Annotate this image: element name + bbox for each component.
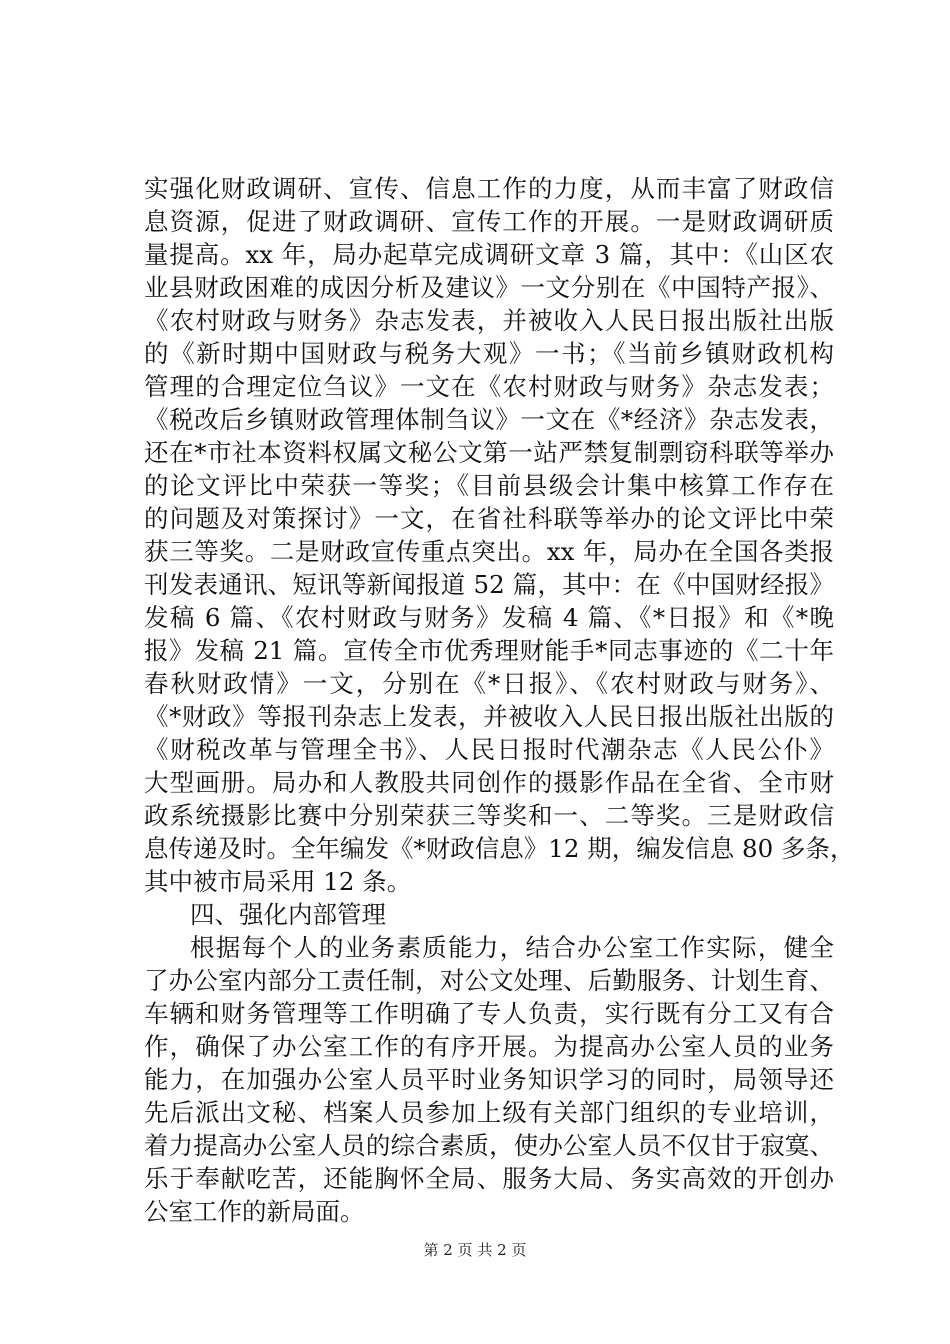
paragraph-line: 先后派出文秘、档案人员参加上级有关部门组织的专业培训， — [144, 1098, 834, 1127]
paragraph-line: 公室工作的新局面。 — [144, 1197, 365, 1226]
paragraph-line: 息资源，促进了财政调研、宣传工作的开展。一是财政调研质 — [144, 207, 834, 236]
section-heading: 四、强化内部管理 — [190, 900, 386, 929]
paragraph-line: 车辆和财务管理等工作明确了专人负责，实行既有分工又有合 — [144, 999, 834, 1028]
paragraph-line: 发稿 6 篇、《农村财政与财务》发稿 4 篇、《*日报》和《*晚 — [144, 603, 834, 632]
paragraph-line: 《*财政》等报刊杂志上发表，并被收入人民日报出版社出版的 — [144, 702, 834, 731]
paragraph-line: 的《新时期中国财政与税务大观》一书；《当前乡镇财政机构 — [144, 339, 834, 368]
paragraph-line: 实强化财政调研、宣传、信息工作的力度，从而丰富了财政信 — [144, 174, 834, 203]
paragraph-line: 其中被市局采用 12 条。 — [144, 867, 412, 896]
paragraph-line: 报》发稿 21 篇。宣传全市优秀理财能手*同志事迹的《二十年 — [144, 636, 834, 665]
page-number-footer: 第 2 页 共 2 页 — [423, 1241, 527, 1259]
paragraph-line: 管理的合理定位刍议》一文在《农村财政与财务》杂志发表； — [144, 372, 834, 401]
paragraph-line: 的论文评比中荣获一等奖；《目前县级会计集中核算工作存在 — [144, 471, 834, 500]
paragraph-line: 根据每个人的业务素质能力，结合办公室工作实际，健全 — [190, 933, 834, 962]
paragraph-line: 春秋财政情》一文，分别在《*日报》、《农村财政与财务》、 — [144, 669, 834, 698]
paragraph-line: 着力提高办公室人员的综合素质，使办公室人员不仅甘于寂寞、 — [144, 1131, 834, 1160]
paragraph-line: 还在*市社本资料权属文秘公文第一站严禁复制剽窃科联等举办 — [144, 438, 834, 467]
paragraph-line: 量提高。xx 年，局办起草完成调研文章 3 篇，其中：《山区农 — [144, 240, 834, 269]
paragraph-line: 息传递及时。全年编发《*财政信息》12 期，编发信息 80 多条， — [144, 834, 855, 863]
paragraph-line: 了办公室内部分工责任制，对公文处理、后勤服务、计划生育、 — [144, 966, 834, 995]
paragraph-line: 《税改后乡镇财政管理体制刍议》一文在《*经济》杂志发表， — [144, 405, 834, 434]
paragraph-line: 获三等奖。二是财政宣传重点突出。xx 年，局办在全国各类报 — [144, 537, 834, 566]
paragraph-line: 业县财政困难的成因分析及建议》一文分别在《中国特产报》、 — [144, 273, 834, 302]
paragraph-line: 刊发表通讯、短讯等新闻报道 52 篇，其中：在《中国财经报》 — [144, 570, 834, 599]
paragraph-line: 《财税改革与管理全书》、人民日报时代潮杂志《人民公仆》 — [144, 735, 834, 764]
paragraph-line: 政系统摄影比赛中分别荣获三等奖和一、二等奖。三是财政信 — [144, 801, 834, 830]
paragraph-line: 乐于奉献吃苦，还能胸怀全局、服务大局、务实高效的开创办 — [144, 1164, 834, 1193]
paragraph-line: 作，确保了办公室工作的有序开展。为提高办公室人员的业务 — [144, 1032, 834, 1061]
paragraph-line: 大型画册。局办和人教股共同创作的摄影作品在全省、全市财 — [144, 768, 834, 797]
paragraph-line: 《农村财政与财务》杂志发表，并被收入人民日报出版社出版 — [144, 306, 834, 335]
paragraph-line: 能力，在加强办公室人员平时业务知识学习的同时，局领导还 — [144, 1065, 834, 1094]
document-body — [144, 172, 855, 1228]
paragraph-line: 的问题及对策探讨》一文，在省社科联等举办的论文评比中荣 — [144, 504, 834, 533]
